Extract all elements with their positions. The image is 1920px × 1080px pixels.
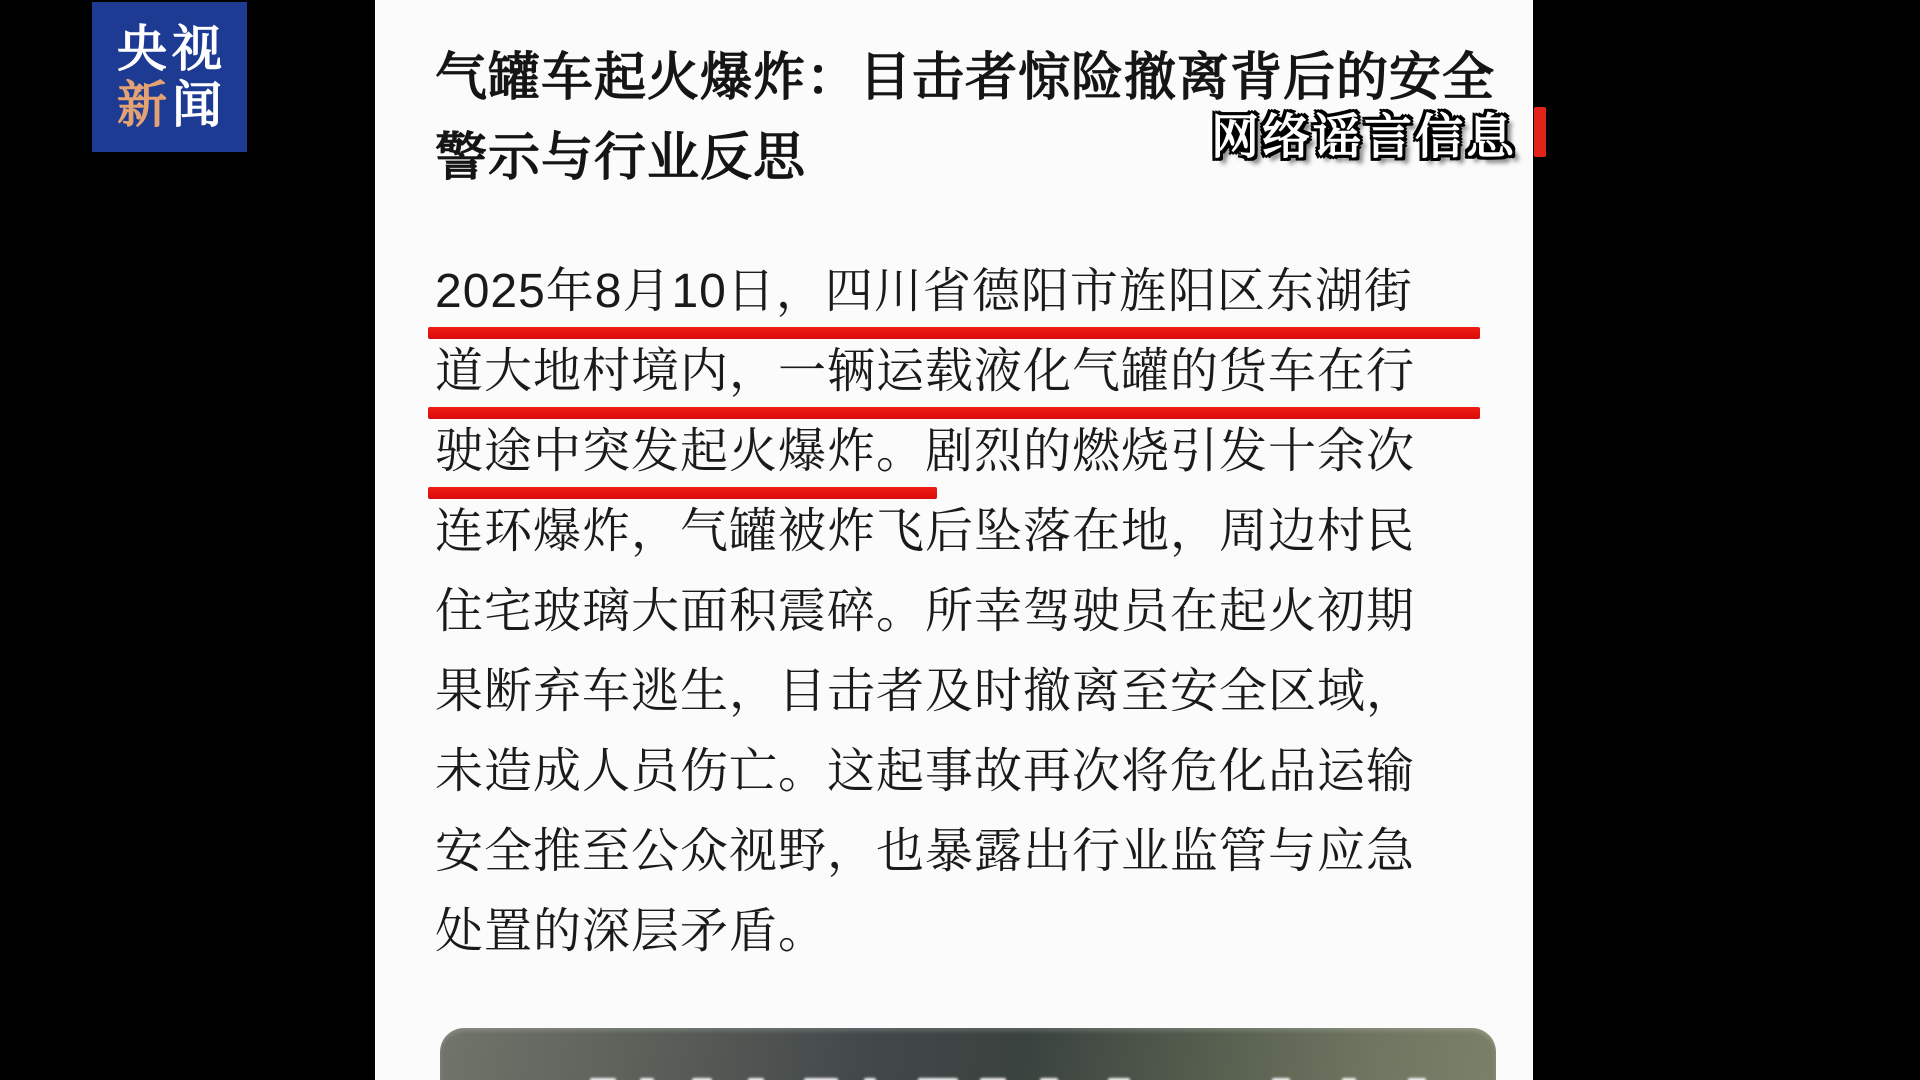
article-body-line: 道大地村境内，一辆运载液化气罐的货车在行 <box>435 345 1416 398</box>
logo-line-2 <box>112 77 227 133</box>
article-body-line: 果断弃车逃生，目击者及时撤离至安全区域， <box>435 665 1416 718</box>
video-thumbnail <box>440 1028 1496 1080</box>
red-underline-3 <box>428 487 937 499</box>
article-body-line: 处置的深层矛盾。 <box>435 905 828 958</box>
red-underline-1 <box>428 327 1480 339</box>
article-body-line: 安全推至公众视野，也暴露出行业监管与应急 <box>435 825 1416 878</box>
article-page <box>375 0 1533 1080</box>
article-body-line: 未造成人员伤亡。这起事故再次将危化品运输 <box>435 745 1416 798</box>
article-body-line: 连环爆炸，气罐被炸飞后坠落在地，周边村民 <box>435 505 1416 558</box>
logo-line-1: 央视 <box>117 21 227 77</box>
article-body-line: 住宅玻璃大面积震碎。所幸驾驶员在起火初期 <box>435 585 1416 638</box>
article-title-line-2: 警示与行业反思 <box>435 129 807 187</box>
logo-char-xin: 新 <box>117 77 172 133</box>
article-body-line: 2025年8月10日，四川省德阳市旌阳区东湖街 <box>435 265 1413 318</box>
rumor-stamp-label: 网络谣言信息 <box>1211 111 1518 164</box>
logo-char-wen: 闻 <box>172 77 227 133</box>
article-title-line-1: 气罐车起火爆炸：目击者惊险撤离背后的安全 <box>435 49 1496 107</box>
text-cursor-bar <box>1534 107 1546 157</box>
article-body-line: 驶途中突发起火爆炸。剧烈的燃烧引发十余次 <box>435 425 1416 478</box>
article-body <box>435 252 1515 972</box>
cctv-news-logo <box>92 2 247 152</box>
red-underline-2 <box>428 407 1480 419</box>
